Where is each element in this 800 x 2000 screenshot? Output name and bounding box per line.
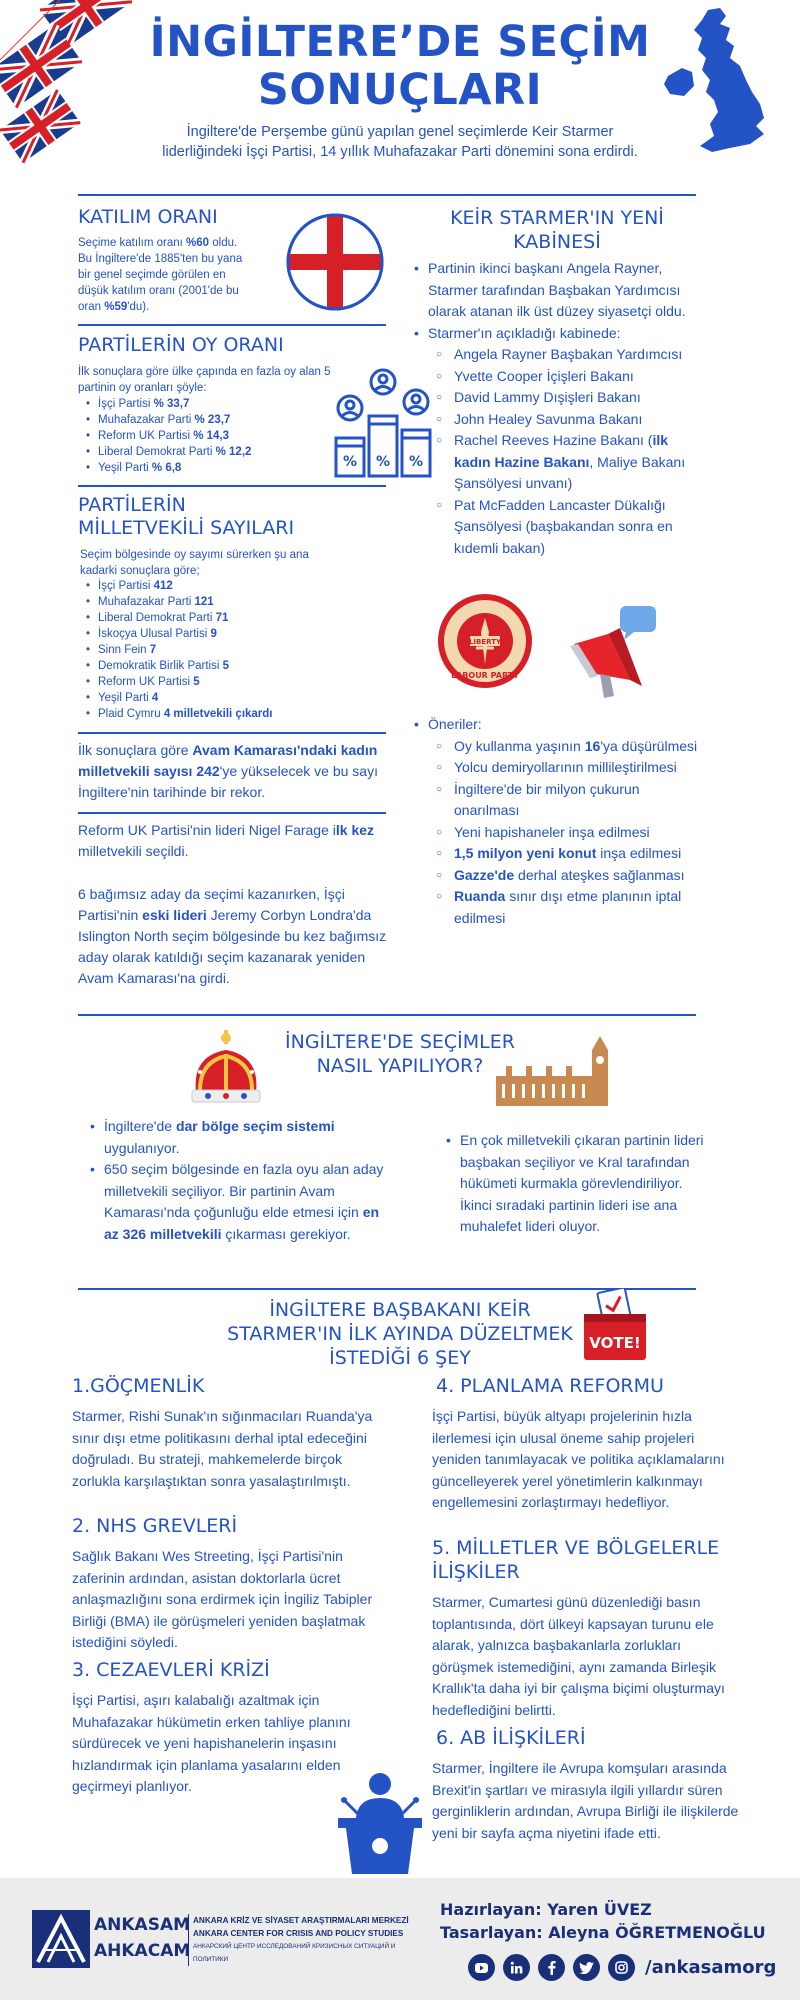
how-right-list [444, 1130, 712, 1238]
ankasam-logo-icon [32, 1910, 90, 1968]
list-item: ○ Yolcu demiryollarının millileştirilmesi [436, 757, 708, 779]
list-item: • Sinn Fein 7 [84, 642, 334, 658]
list-item: • İskoçya Ulusal Partisi 9 [84, 626, 334, 642]
youtube-icon[interactable] [468, 1954, 495, 1981]
vote-share-heading: PARTİLERİN OY ORANI [78, 334, 284, 356]
turnout-text: Seçime katılım oranı %60 oldu. Bu İngiltere'de 1885'ten bu yana bir genel seçimde görülen en düşük katılım oranı (2001'de bu oran %59'du). [78, 237, 243, 313]
list-item: • Demokratik Birlik Partisi 5 [84, 658, 334, 674]
farage-text: Reform UK Partisi'nin lideri Nigel Farage ilk kez milletvekili seçildi. [78, 822, 375, 859]
women-record-text: İlk sonuçlara göre Avam Kamarası'ndaki kadın milletvekili sayısı 242'ye yükselecek ve bu sayı İngiltere'nin tarihinde bir rekor. [78, 742, 378, 800]
list-item: • Reform UK Partisi 5 [84, 674, 334, 690]
seats-list [84, 578, 334, 722]
percent-symbol: % [408, 454, 424, 470]
item-text: İşçi Partisi, aşırı kalabalığı azaltmak için Muhafazakar hükümetin erken tahliye planını sürdürecek ve yeni hapishanelerin inşasını hızlandırmak için planlama yasalarını elden geçirmeyi planlıyor. [72, 1692, 351, 1794]
list-item: ○ Gazze'de derhal ateşkes sağlanması [436, 865, 708, 887]
twitter-icon[interactable] [573, 1954, 600, 1981]
seats-heading: PARTİLERİN MİLLETVEKİLİ SAYILARI [78, 494, 295, 539]
uk-map-icon [660, 6, 775, 156]
list-item: • Plaid Cymru 4 milletvekili çıkardı [84, 706, 334, 722]
how-left-list [88, 1116, 388, 1245]
percent-symbol: % [342, 454, 358, 470]
list-item: ○ Ruanda sınır dışı etme planının iptal edilmesi [436, 886, 708, 929]
list-item: ○ Oy kullanma yaşının 16'ya düşürülmesi [436, 736, 708, 758]
speaker-podium-icon [330, 1770, 430, 1876]
instagram-icon[interactable] [608, 1954, 635, 1981]
list-item: • Yeşil Parti 4 [84, 690, 334, 706]
list-item: • İşçi Partisi 412 [84, 578, 334, 594]
page-title-line2: SONUÇLARI [257, 65, 543, 115]
item-text: Sağlık Bakanı Wes Streeting, İşçi Partisi'nin zaferinin ardından, asistan doktorlarla ücret anlaşmazlığını sona erdirmek için İngiliz Tabipler Birliği (BMA) ile görüşmeleri yeniden başlatmak istediğini söyledi. [72, 1548, 373, 1650]
vote-share-list [84, 396, 304, 476]
designed-by: Tasarlayan: Aleyna ÖĞRETMENOĞLU [440, 1923, 766, 1942]
corbyn-text: 6 bağımsız aday da seçimi kazanırken, İşçi Partisi'nin eski lideri Jeremy Corbyn Londra'da Islington North seçim bölgesinde bu kez bağımsız aday olarak katıldığı seçim kazanarak yeniden Avam Kamarası'na girdi. [78, 886, 387, 986]
list-item: ○ Yeni hapishaneler inşa edilmesi [436, 822, 708, 844]
list-item: • Liberal Demokrat Parti 71 [84, 610, 334, 626]
ballot-box-icon [580, 1288, 650, 1364]
page-title-line1: İNGİLTERE’DE SEÇİM [149, 17, 651, 67]
labour-logo-top-text: LIBERTY [468, 638, 502, 646]
list-item: ○ Angela Rayner Başbakan Yardımcısı [436, 344, 708, 366]
proposals-list [412, 714, 708, 929]
item-title: 1.GÖÇMENLİK [72, 1375, 205, 1397]
list-item: ○ 1,5 milyon yeni konut inşa edilmesi [436, 843, 708, 865]
list-item: ○ Yvette Cooper İçişleri Bakanı [436, 366, 708, 388]
social-handle[interactable]: /ankasamorg [645, 1957, 777, 1978]
labour-logo-bottom-text: LABOUR PARTY [451, 671, 519, 680]
item-2 [72, 1514, 382, 1654]
item-text: Starmer, Rishi Sunak'ın sığınmacıları Ruanda'ya sınır dışı etme politikasını derhal iptal edeceğini doğruladı. Bu strateji, mahkemelerde birçok zorlukla karşılaştıktan sonra yasalaştırılmıştı. [72, 1408, 373, 1489]
item-text: İşçi Partisi, büyük altyapı projelerinin hızla ilerlemesi için ulusal öneme sahip projeleri yeniden tanımlayacak ve politika açıklamalarını güncelleyerek yerel yönetimlerin kalkınmayı engellemesini zorlaştırmayı hedefliyor. [432, 1408, 725, 1510]
parliament-building-icon [496, 1036, 614, 1110]
list-item: ○ İngiltere'de bir milyon çukurun onarılması [436, 779, 708, 822]
megaphone-icon [568, 604, 668, 704]
page-title [140, 18, 660, 114]
divider [78, 1014, 696, 1016]
item-6 [432, 1726, 742, 1844]
labour-party-logo [436, 592, 534, 690]
list-item: • En çok milletvekili çıkaran partinin lideri başbakan seçiliyor ve Kral tarafından hükümeti kurmakla görevlendiriliyor. İkinci sıradaki partinin lideri ise ana muhalefet lideri oluyor. [444, 1130, 712, 1238]
item-title: 2. NHS GREVLERİ [72, 1515, 238, 1537]
item-5 [432, 1536, 742, 1721]
divider [78, 485, 386, 487]
turnout-heading: KATILIM ORANI [78, 206, 218, 228]
divider [78, 732, 386, 734]
list-item: ○ David Lammy Dışişleri Bakanı [436, 387, 708, 409]
cabinet-heading: KEİR STARMER'IN YENİ KABİNESİ [450, 207, 664, 253]
six-heading: İNGİLTERE BAŞBAKANI KEİR STARMER'IN İLK AYINDA DÜZELTMEK İSTEDİĞİ 6 ŞEY [227, 1299, 573, 1369]
list-item: • İngiltere'de dar bölge seçim sistemi uygulanıyor. [88, 1116, 388, 1159]
intro-text: İngiltere'de Perşembe günü yapılan genel seçimlerde Keir Starmer liderliğindeki İşçi Partisi, 14 yıllık Muhafazakar Parti dönemini sona erdirdi. [162, 124, 638, 160]
percent-symbol: % [375, 454, 391, 470]
item-title: 6. AB İLİŞKİLERİ [436, 1727, 586, 1749]
cabinet-list [412, 258, 708, 559]
cabinet-members [436, 344, 708, 559]
list-item: ○ Rachel Reeves Hazine Bakanı (ilk kadın Hazine Bakanı, Maliye Bakanı Şansölyesi unvanı) [436, 430, 708, 495]
proposals-items [436, 736, 708, 930]
item-title: 5. MİLLETLER VE BÖLGELERLE İLİŞKİLER [432, 1537, 720, 1583]
list-item: • Reform UK Partisi % 14,3 [84, 428, 304, 444]
item-text: Starmer, Cumartesi günü düzenlediği basın toplantısında, dört ülkeyi kapsayan turunu ele alarak, yalnızca başbakanlarla zorlukları görüşmek istemediğini, aynı zamanda Birleşik Krallık'ta daha iyi bir çalışma biçimi oluşturmayı hedeflediğini belirtti. [432, 1594, 725, 1718]
facebook-icon[interactable] [538, 1954, 565, 1981]
list-item: • 650 seçim bölgesinde en fazla oyu alan aday milletvekili seçiliyor. Bir partinin Avam Kamarası'nda çoğunluğu elde etmesi için en az 326 milletvekili çıkarması gerekiyor. [88, 1159, 388, 1245]
list-item: ○ Pat McFadden Lancaster Dükalığı Şansölyesi (başbakandan sonra en kıdemli bakan) [436, 495, 708, 560]
divider [78, 194, 696, 196]
seats-intro: Seçim bölgesinde oy sayımı sürerken şu ana kadarki sonuçlara göre; [80, 549, 309, 577]
prepared-by: Hazırlayan: Yaren ÜVEZ [440, 1900, 652, 1919]
list-item: • Öneriler: ○ Oy kullanma yaşının 16'ya düşürülmesi ○ Yolcu demiryollarının millileştirilmesi ○ İngiltere'de bir milyon çukurun onarılması ○ Yeni hapishaneler inşa edilmesi ○ 1,5 milyon yeni konut inşa edilmesi ○ Gazze'de derhal ateşkes sağlanması ○ Ruanda sınır dışı etme planının iptal edilmesi [412, 714, 708, 929]
vote-share-intro: İlk sonuçlara göre ülke çapında en fazla oy alan 5 partinin oy oranları şöyle: [78, 366, 331, 394]
org-name: ANKARA KRİZ VE SİYASET ARAŞTIRMALARI MERKEZİ ANKARA CENTER FOR CRISIS AND POLICY STUDIES АНКАРСКИЙ ЦЕНТР ИССЛЕДОВАНИЙ КРИЗИСНЫХ СИТУАЦИЙ И ПОЛИТИКИ [188, 1914, 428, 1966]
list-item: • Liberal Demokrat Parti % 12,2 [84, 444, 304, 460]
list-item: ○ John Healey Savunma Bakanı [436, 409, 708, 431]
list-item: • Starmer'ın açıkladığı kabinede: ○ Angela Rayner Başbakan Yardımcısı ○ Yvette Cooper İçişleri Bakanı ○ David Lammy Dışişleri Bakanı ○ John Healey Savunma Bakanı ○ Rachel Reeves Hazine Bakanı (ilk kadın Hazine Bakanı, Maliye Bakanı Şansölyesi unvanı) ○ Pat McFadden Lancaster Dükalığı Şansölyesi (başbakandan sonra en kıdemli bakan) [412, 323, 708, 560]
turnout-prev-value: %59 [104, 301, 128, 313]
credits [440, 1898, 766, 1944]
turnout-value: %60 [186, 237, 210, 249]
item-1 [72, 1374, 382, 1492]
logo-text: ANKASAM AHKACAM [94, 1915, 191, 1961]
item-title: 4. PLANLAMA REFORMU [436, 1375, 664, 1397]
list-item: • Yeşil Parti % 6,8 [84, 460, 304, 476]
linkedin-icon[interactable] [503, 1954, 530, 1981]
vote-label: VOTE! [589, 1334, 641, 1352]
england-flag-icon [285, 212, 385, 312]
list-item: • Muhafazakar Parti 121 [84, 594, 334, 610]
item-title: 3. CEZAEVLERİ KRİZİ [72, 1659, 270, 1681]
list-item: • İşçi Partisi % 33,7 [84, 396, 304, 412]
item-4 [432, 1374, 742, 1514]
item-text: Starmer, İngiltere ile Avrupa komşuları arasında Brexit'in şartları ve mirasıyla ilgili yıllardır süren gerginliklerin ardından, Avrupa Birliği ile ilişkilerde yeni bir sayfa açma niyetini ifade etti. [432, 1760, 739, 1841]
crown-icon [186, 1026, 266, 1112]
how-heading: İNGİLTERE'DE SEÇİMLER NASIL YAPILIYOR? [285, 1031, 515, 1077]
list-item: • Partinin ikinci başkanı Angela Rayner, Starmer tarafından Başbakan Yardımcısı olarak atanan ilk üst düzey siyasetçi oldu. [412, 258, 708, 323]
list-item: • Muhafazakar Parti % 23,7 [84, 412, 304, 428]
divider [78, 812, 386, 814]
divider [78, 324, 386, 326]
social-links [468, 1954, 776, 1981]
